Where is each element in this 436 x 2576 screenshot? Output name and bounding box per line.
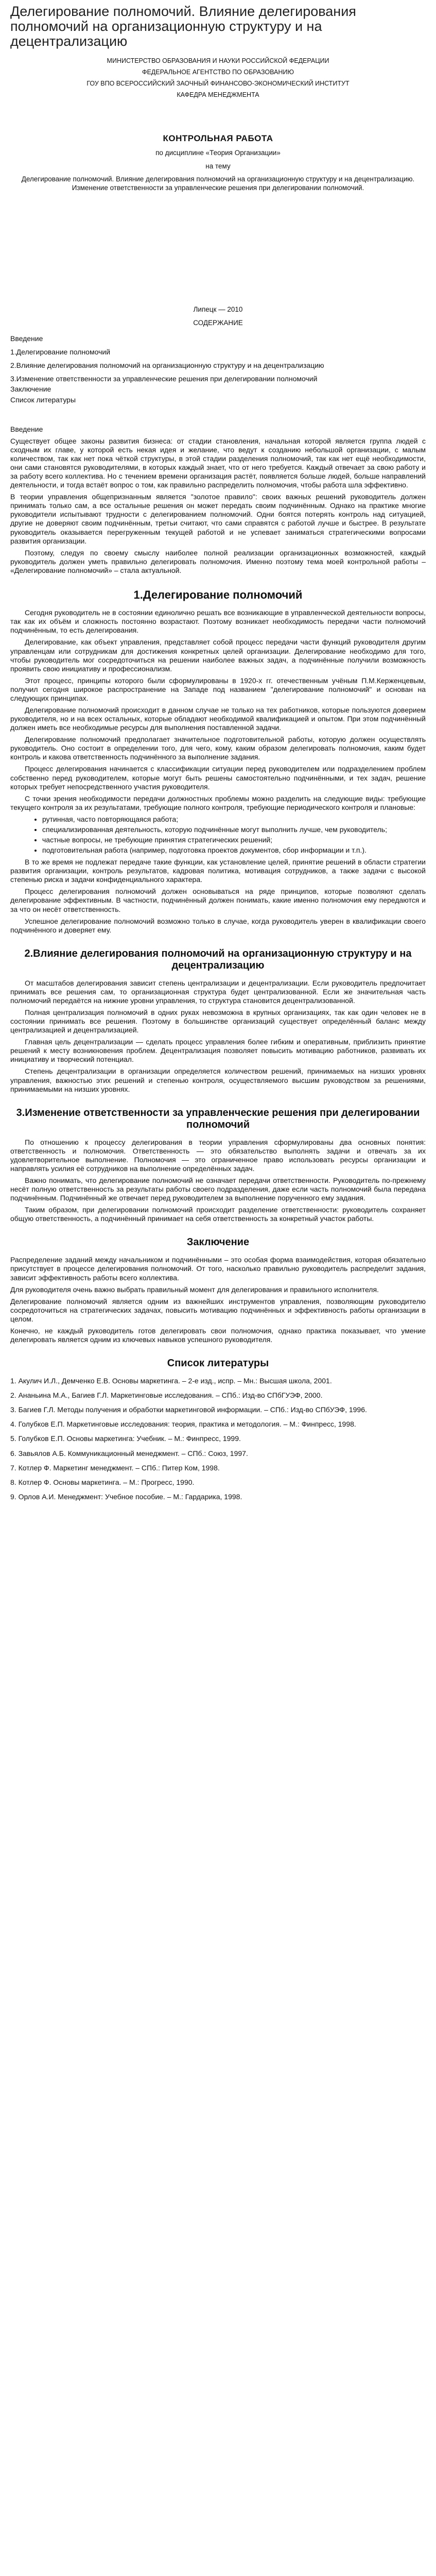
section-1-paragraph: Делегирование полномочий предполагает значительное подготовительной работы, которую должен осуществлять руководитель. Оно состоит в определении того, для чего, кому, каким образом делегировать полномочия, каким будет контроль и какова ответственность подчинённого за выполнение задания. — [10, 735, 426, 761]
literature-item: 2. Ананьина М.А., Багиев Г.Л. Маркетинговые исследования. – СПб.: Изд-во СПбГУЭФ, 2000. — [10, 1391, 323, 1400]
section-2 — [10, 948, 426, 1094]
section-2-paragraph: Полная централизация полномочий в одних руках невозможна в крупных организациях, так как один человек не в состоянии принимать все решения. Поэтому в большинстве организаций существует определённый баланс между централизацией и децентрализацией. — [10, 1008, 426, 1035]
literature-item: 1. Акулич И.Л., Демченко Е.В. Основы маркетинга. – 2-е изд., испр. – Мн.: Высшая школа, 2001. — [10, 1377, 332, 1385]
section-2-heading: 2.Влияние делегирования полномочий на организационную структуру и на децентрализацию — [24, 947, 412, 971]
delegation-task-list — [10, 815, 426, 855]
toc-item-1[interactable]: 1.Делегирование полномочий — [10, 348, 111, 357]
section-1-paragraph: Процесс делегирования начинается с классификации ситуации перед руководителем или подразделением проблем собственно перед руководителем, которые могут быть решены самостоятельно подчинёнными, и тех задач, решение которых требует непосредственного участия руководителя. — [10, 765, 426, 791]
section-1-paragraph: Сегодня руководитель не в состоянии единолично решать все возникающие в управленческой деятельности вопросы, так как их объём и сложность постоянно возрастают. Поэтому возникает необходимость передачи части полномочий подчинённым, то есть делегирования. — [10, 608, 426, 635]
literature-section — [10, 1358, 426, 1501]
section-1-paragraph: Делегирование, как объект управления, представляет собой процесс передачи части функций руководителя другим управленцам или сотрудникам для достижения конкретных целей организации. Делегирование необходимо для того, чтобы руководитель мог сосредоточиться на решении наиболее важных задач, а подчинённые получили возможность проявить свою инициативу и профессионализм. — [10, 638, 426, 673]
section-1-paragraph: Успешное делегирование полномочий возможно только в случае, когда руководитель уверен в квалификации своего подчинённого и доверяет ему. — [10, 917, 426, 934]
section-3-paragraph: По отношению к процессу делегирования в теории управления сформулированы два основных понятия: ответственность и полномочия. Ответственность — это обязательство выполнять задачи и отвечать за их удовлетворительное выполнение. Полномочия — это ограниченное право использовать ресурсы организации и направлять усилия её сотрудников на выполнение определённых задач. — [10, 1138, 426, 1173]
literature-item: 6. Завьялов А.Б. Коммуникационный менеджмент. – СПб.: Союз, 1997. — [10, 1449, 248, 1458]
toc-item-intro[interactable]: Введение — [10, 334, 43, 343]
section-1-paragraph: Делегирование полномочий происходит в данном случае не только на тех работников, которые пользуются доверием руководителя, но и на всех остальных, которые обладают необходимой квалификацией и опытом. При этом подчинённый должен иметь все необходимые ресурсы для выполнения поставленной задачи. — [10, 705, 426, 732]
section-3-paragraph: Важно понимать, что делегирование полномочий не означает передачи ответственности. Руководитель по-прежнему несёт полную ответственность за результаты работы своего подразделения, даже если часть полномочий была передана подчинённым. Подчинённый же отвечает перед руководителем за выполнение порученного ему задания. — [10, 1176, 426, 1202]
city-year: Липецк — 2010 — [193, 306, 243, 314]
toc-item-conclusion[interactable]: Заключение — [10, 385, 51, 394]
intro-paragraph: Поэтому, следуя по своему смыслу наиболее полной реализации организационных возможностей, каждый руководитель должен уметь правильно делегировать полномочия. Именно поэтому тема моей контрольной работы – «Делегирование полномочий» – стала актуальной. — [10, 548, 426, 574]
conclusion-paragraph: Для руководителя очень важно выбрать правильный момент для делегирования и правильного исполнителя. — [10, 1285, 379, 1294]
title-page — [10, 57, 426, 314]
conclusion-paragraph: Распределение заданий между начальником и подчинёнными – это особая форма взаимодействия, которая обязательно присутствует в процессе делегирования полномочий. От того, насколько правильно руководитель распределит задания, зависит эффективность работы всего коллектива. — [10, 1256, 426, 1282]
agency-line: ФЕДЕРАЛЬНОЕ АГЕНТСТВО ПО ОБРАЗОВАНИЮ — [142, 68, 294, 76]
department-line: КАФЕДРА МЕНЕДЖМЕНТА — [177, 91, 259, 99]
section-1-paragraph: В то же время не подлежат передаче такие функции, как установление целей, принятие решений в области стратегии развития организации, контроль результатов, кадровая политика, мотивация сотрудников, а также задачи с высокой степенью риска и задачи конфиденциального характера. — [10, 858, 426, 884]
table-of-contents — [10, 319, 426, 404]
conclusion-heading: Заключение — [186, 1236, 250, 1248]
intro-paragraph: Существует общее законы развития бизнеса: от стадии становления, начальная которой является группа людей с сходным их главе, у которой есть некая идея и желание, что ведут к созданию небольшой организации, с малым количеством, так как нет пока чёткой структуры, в этой стадии разделения полномочий, так как нет ещё необходимости, они сами становятся руководителями, в которых каждый знает, что от него требуется. Каждый отвечает за свою работу и за работу всего коллектива. Но с течением времени организация растёт, появляется больше людей, больше направлений деятельности, и тогда встаёт вопрос о том, как правильно распределить полномочия, чтобы работа шла эффективно. — [10, 436, 426, 489]
section-3-heading: 3.Изменение ответственности за управленческие решения при делегировании полномочий — [16, 1107, 420, 1130]
conclusion-paragraph: Конечно, не каждый руководитель готов делегировать свои полномочия, однако практика показывает, что умение делегировать является одним из ключевых навыков успешного руководителя. — [10, 1326, 426, 1344]
discipline-line: по дисциплине «Теория Организации» — [155, 149, 281, 157]
toc-item-2[interactable]: 2.Влияние делегирования полномочий на организационную структуру и на децентрализацию — [10, 361, 324, 370]
section-1 — [10, 588, 426, 935]
literature-item: 5. Голубков Е.П. Основы маркетинга: Учебник. – М.: Финпресс, 1999. — [10, 1434, 241, 1443]
literature-heading: Список литературы — [167, 1358, 269, 1369]
list-item: • специализированная деятельность, которую подчинённые могут выполнить лучше, чем руководитель; — [42, 825, 426, 834]
intro-paragraph: В теории управления общепризнанным является "золотое правило": своих важных решений руководитель должен принимать только сам, а все остальные решения он может передать своим подчинённым. Однако на практике многие руководители испытывают трудности с делегированием полномочий. Одни боятся потерять контроль над ситуацией, другие не доверяют своим подчинённым, третьи считают, что сами справятся с работой лучше и быстрее. В результате руководитель оказывается перегруженным текущей работой и не успевает заниматься стратегическими вопросами развития организации. — [10, 493, 426, 545]
section-1-heading: 1.Делегирование полномочий — [133, 588, 303, 601]
ministry-line: МИНИСТЕРСТВО ОБРАЗОВАНИЯ И НАУКИ РОССИЙСКОЙ ФЕДЕРАЦИИ — [107, 57, 329, 64]
toc-item-3[interactable]: 3.Изменение ответственности за управленческие решения при делегировании полномочий — [10, 375, 318, 383]
literature-item: 7. Котлер Ф. Маркетинг менеджмент. – СПб.: Питер Ком, 1998. — [10, 1463, 220, 1472]
list-item: • частные вопросы, не требующие принятия стратегических решений; — [42, 836, 426, 844]
section-3-paragraph: Таким образом, при делегировании полномочий происходит разделение ответственности: руководитель сохраняет общую ответственность, а подчинённый принимает на себя ответственность за конкретный участок работы. — [10, 1206, 426, 1223]
toc-item-literature[interactable]: Список литературы — [10, 395, 76, 404]
list-item: • подготовительная работа (например, подготовка проектов документов, сбор информации и т.п.). — [42, 846, 426, 855]
section-1-paragraph: Этот процесс, принципы которого были сформулированы в 1920-х гг. отечественным учёным П.М.Керженцевым, получил сегодня широкое распространение на Западе под названием "делегирование полномочий" и основан на следующих принципах. — [10, 676, 426, 702]
toc-heading: СОДЕРЖАНИЕ — [193, 318, 243, 327]
introduction-section — [10, 425, 426, 575]
section-1-paragraph: Процесс делегирования полномочий должен основываться на ряде принципов, которые позволяют сделать делегирование эффективным. В частности, подчинённый должен понимать, какие именно полномочия ему передаются и за что он несёт ответственность. — [10, 887, 426, 913]
conclusion-section — [10, 1236, 426, 1344]
on-theme-line: на тему — [205, 162, 231, 170]
literature-item: 3. Багиев Г.Л. Методы получения и обработки маркетинговой информации. – СПб.: Изд-во СПбУЭФ, 1996. — [10, 1405, 367, 1414]
conclusion-paragraph: Делегирование полномочий является одним из важнейших инструментов управления, позволяющим руководителю сосредоточиться на стратегических задачах, повысить мотивацию подчинённых и эффективность работы организации в целом. — [10, 1297, 426, 1323]
section-2-paragraph: Главная цель децентрализации — сделать процесс управления более гибким и оперативным, приблизить принятие решений к месту возникновения проблем. Децентрализация позволяет повысить мотивацию работников, развивать их инициативу и творческий потенциал. — [10, 1038, 426, 1064]
intro-heading: Введение — [10, 425, 43, 433]
section-1-paragraph: С точки зрения необходимости передачи должностных проблемы можно разделить на следующие виды: требующие текущего контроля за их результатами, требующие полного контроля, требующие периодического контроля и плановые: — [10, 794, 426, 811]
list-item: • рутинная, часто повторяющаяся работа; — [42, 815, 426, 824]
literature-item: 4. Голубков Е.П. Маркетинговые исследования: теория, практика и методология. – М.: Финпресс, 1998. — [10, 1420, 356, 1429]
section-3 — [10, 1107, 426, 1224]
section-2-paragraph: Степень децентрализации в организации определяется количеством решений, принимаемых на низших уровнях управления, важностью этих решений и степенью контроля, осуществляемого высшим руководством за решениями, принимаемыми на низших уровнях. — [10, 1067, 426, 1093]
institute-line: ГОУ ВПО ВСЕРОССИЙСКИЙ ЗАОЧНЫЙ ФИНАНСОВО-ЭКОНОМИЧЕСКИЙ ИНСТИТУТ — [86, 80, 350, 88]
document-title: Делегирование полномочий. Влияние делегирования полномочий на организационную структуру и на децентрализацию — [10, 4, 356, 49]
title-page-spacer — [10, 193, 426, 306]
section-2-paragraph: От масштабов делегирования зависит степень централизации и децентрализации. Если руководитель предпочитает принимать все решения сам, то организационная структура будет централизованной. Если же значительная часть полномочий передаётся на нижние уровни управления, то структура становится децентрализованной. — [10, 978, 426, 1005]
theme-text: Делегирование полномочий. Влияние делегирования полномочий на организационную структуру и на децентрализацию. Изменение ответственности за управленческие решения при делегировании полномочий. — [21, 175, 415, 192]
literature-item: 9. Орлов А.И. Менеджмент: Учебное пособие. – М.: Гардарика, 1998. — [10, 1492, 242, 1501]
literature-item: 8. Котлер Ф. Основы маркетинга. – М.: Прогресс, 1990. — [10, 1478, 195, 1486]
work-type: КОНТРОЛЬНАЯ РАБОТА — [163, 133, 273, 143]
